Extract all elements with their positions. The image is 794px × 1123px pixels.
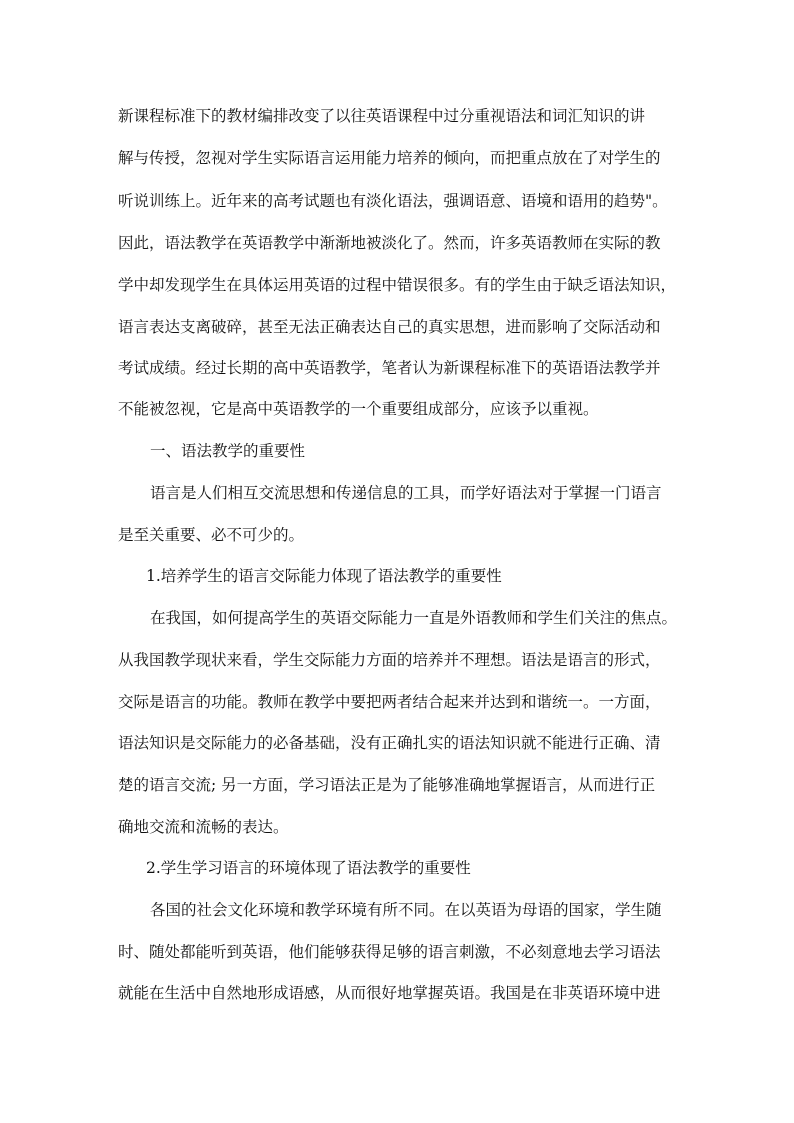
subsection-heading: 2.学生学习语言的环境体现了语法教学的重要性 bbox=[146, 859, 471, 877]
paragraph-line: 语法知识是交际能力的必备基础，没有正确扎实的语法知识就不能进行正确、清 bbox=[118, 734, 661, 752]
paragraph-line: 是至关重要、必不可少的。 bbox=[118, 526, 305, 544]
intro-line: 语言表达支离破碎，甚至无法正确表达自己的真实思想，进而影响了交际活动和 bbox=[118, 318, 661, 336]
paragraph-line: 从我国教学现状来看，学生交际能力方面的培养并不理想。语法是语言的形式， bbox=[118, 651, 661, 669]
intro-line: 考试成绩。经过长期的高中英语教学，笔者认为新课程标准下的英语语法教学并 bbox=[118, 359, 661, 377]
intro-line: 解与传授，忽视对学生实际语言运用能力培养的倾向，而把重点放在了对学生的 bbox=[118, 149, 661, 167]
intro-line: 听说训练上。近年来的高考试题也有淡化语法，强调语意、语境和语用的趋势"。 bbox=[118, 192, 668, 210]
paragraph-line: 就能在生活中自然地形成语感，从而很好地掌握英语。我国是在非英语环境中进 bbox=[118, 984, 661, 1002]
intro-line: 新课程标准下的教材编排改变了以往英语课程中过分重视语法和词汇知识的讲 bbox=[118, 107, 646, 125]
subsection-heading: 1.培养学生的语言交际能力体现了语法教学的重要性 bbox=[146, 567, 502, 585]
paragraph-line: 交际是语言的功能。教师在教学中要把两者结合起来并达到和谐统一。一方面， bbox=[118, 693, 661, 711]
paragraph-line: 时、随处都能听到英语，他们能够获得足够的语言刺激，不必刻意地去学习语法 bbox=[118, 943, 661, 961]
paragraph-line: 各国的社会文化环境和教学环境有所不同。在以英语为母语的国家，学生随 bbox=[150, 901, 662, 919]
intro-line: 因此，语法教学在英语教学中渐渐地被淡化了。然而，许多英语教师在实际的教 bbox=[118, 234, 661, 252]
paragraph-line: 确地交流和流畅的表达。 bbox=[118, 818, 289, 836]
intro-line: 学中却发现学生在具体运用英语的过程中错误很多。有的学生由于缺乏语法知识， bbox=[118, 276, 677, 294]
intro-line: 不能被忽视，它是高中英语教学的一个重要组成部分，应该予以重视。 bbox=[118, 400, 599, 418]
paragraph-line: 在我国，如何提高学生的英语交际能力一直是外语教师和学生们关注的焦点。 bbox=[150, 609, 678, 627]
paragraph-line: 语言是人们相互交流思想和传递信息的工具，而学好语法对于掌握一门语言 bbox=[150, 484, 662, 502]
paragraph-line: 楚的语言交流; 另一方面，学习语法正是为了能够准确地掌握语言，从而进行正 bbox=[118, 776, 656, 794]
section-heading: 一、语法教学的重要性 bbox=[150, 442, 306, 460]
